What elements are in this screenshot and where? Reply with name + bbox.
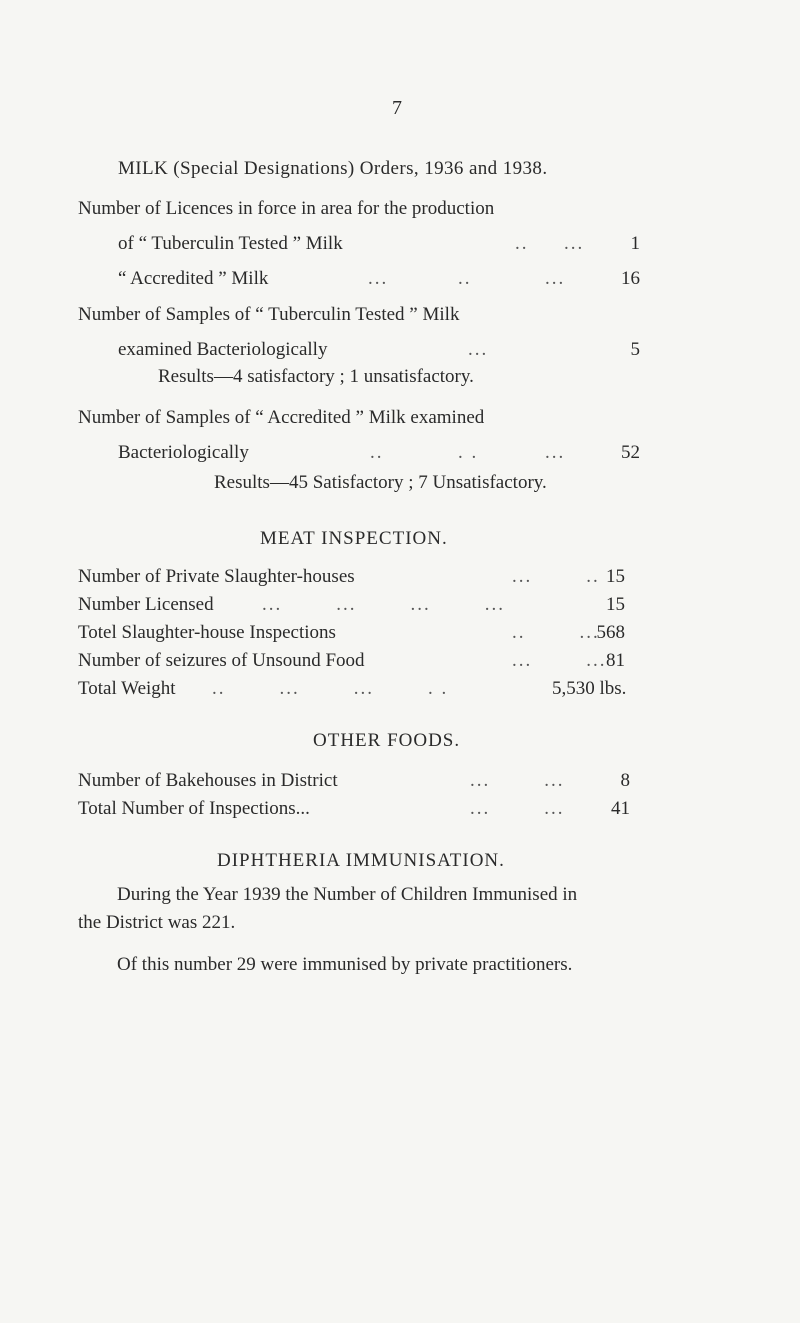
- meat-row-dots: ... ...: [512, 650, 607, 671]
- meat-row-label: Number Licensed: [78, 594, 214, 615]
- meat-row-dots: .. ... ... . .: [212, 678, 449, 699]
- accredited-milk-value: 16: [621, 268, 640, 289]
- diphtheria-para-line1: During the Year 1939 the Number of Children Immunised in: [117, 884, 578, 905]
- page-number: 7: [392, 97, 402, 119]
- other-row-value: 8: [620, 770, 630, 791]
- other-row-label: Total Number of Inspections...: [78, 798, 310, 819]
- samples-tt-label: examined Bacteriologically: [118, 339, 328, 360]
- meat-row-value: 15: [606, 594, 625, 615]
- other-foods-heading: OTHER FOODS.: [313, 730, 461, 751]
- other-row-dots: ... ...: [470, 770, 565, 791]
- tt-milk-dots-b: ...: [564, 233, 585, 254]
- other-row-label: Number of Bakehouses in District: [78, 770, 338, 791]
- samples-acc-dots-c: ...: [545, 442, 566, 463]
- meat-heading: MEAT INSPECTION.: [260, 528, 448, 549]
- samples-acc-value: 52: [621, 442, 640, 463]
- meat-row-dots: .. ...: [512, 622, 600, 643]
- meat-row-value: 5,530 lbs.: [552, 678, 627, 699]
- samples-acc-line: Number of Samples of “ Accredited ” Milk examined: [78, 407, 485, 428]
- diphtheria-para-line2: the District was 221.: [78, 912, 236, 933]
- diphtheria-heading: DIPHTHERIA IMMUNISATION.: [217, 850, 505, 871]
- samples-tt-results: Results—4 satisfactory ; 1 unsatisfactory.: [158, 366, 474, 387]
- tt-milk-label: of “ Tuberculin Tested ” Milk: [118, 233, 343, 254]
- samples-acc-dots-b: . .: [458, 442, 479, 463]
- meat-row-dots: ... ..: [512, 566, 600, 587]
- meat-row-value: 568: [596, 622, 625, 643]
- meat-row-label: Totel Slaughter-house Inspections: [78, 622, 336, 643]
- meat-row-dots: ... ... ... ...: [262, 594, 505, 615]
- samples-acc-dots-a: ..: [370, 442, 384, 463]
- other-row-value: 41: [611, 798, 630, 819]
- tt-milk-value: 1: [630, 233, 640, 254]
- accredited-milk-label: “ Accredited ” Milk: [118, 268, 269, 289]
- meat-row-value: 15: [606, 566, 625, 587]
- accredited-milk-dots-a: ...: [368, 268, 389, 289]
- meat-row-label: Number of seizures of Unsound Food: [78, 650, 365, 671]
- other-row-dots: ... ...: [470, 798, 565, 819]
- tt-milk-dots-a: ..: [515, 233, 529, 254]
- milk-heading: MILK (Special Designations) Orders, 1936 and 1938.: [118, 158, 548, 179]
- samples-tt-dots: ...: [468, 339, 489, 360]
- meat-row-label: Number of Private Slaughter-houses: [78, 566, 355, 587]
- diphtheria-para2: Of this number 29 were immunised by private practitioners.: [117, 954, 573, 975]
- licences-line: Number of Licences in force in area for the production: [78, 198, 495, 219]
- samples-tt-value: 5: [630, 339, 640, 360]
- accredited-milk-dots-b: ..: [458, 268, 472, 289]
- accredited-milk-dots-c: ...: [545, 268, 566, 289]
- samples-tt-line: Number of Samples of “ Tuberculin Tested ” Milk: [78, 304, 460, 325]
- meat-row-value: 81: [606, 650, 625, 671]
- samples-acc-label: Bacteriologically: [118, 442, 249, 463]
- meat-row-label: Total Weight: [78, 678, 176, 699]
- samples-acc-results: Results—45 Satisfactory ; 7 Unsatisfactory.: [214, 472, 547, 493]
